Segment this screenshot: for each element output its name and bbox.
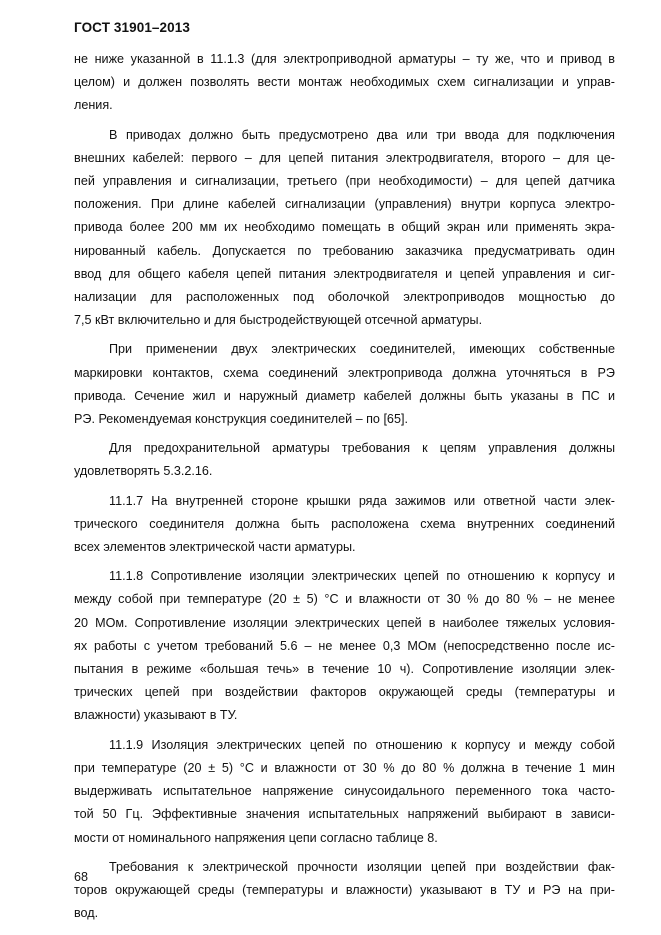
paragraph: [74, 338, 615, 431]
text-line: 11.1.9 Изоляция электрических цепей по отношению к корпусу и между собой: [109, 737, 615, 752]
text-line: мости от номинального напряжения цепи согласно таблице 8.: [74, 830, 438, 845]
text-line: выдерживать испытательное напряжение синусоидального переменного тока часто-: [74, 784, 615, 799]
text-line: торов окружающей среды (температуры и влажности) указывают в ТУ и РЭ на при-: [74, 882, 615, 897]
text-line: ввод для общего кабеля цепей питания электродвигателя и цепей управления и сиг-: [74, 266, 615, 281]
text-line: при температуре (20 ± 5) °С и влажности от 30 % до 80 % должна в течение 1 мин: [74, 760, 615, 775]
paragraph: [74, 565, 615, 727]
text-line: При применении двух электрических соединителей, имеющих собственные: [109, 342, 615, 357]
text-line: пытания в режиме «большая течь» в течение 10 ч). Сопротивление изоляции элек-: [74, 662, 615, 677]
text-line: маркировки контактов, схема соединений электропривода должна уточняться в РЭ: [74, 365, 615, 380]
text-line: 11.1.8 Сопротивление изоляции электрических цепей по отношению к корпусу и: [109, 569, 615, 584]
text-line: между собой при температуре (20 ± 5) °С и влажности от 30 % до 80 % – не менее: [74, 592, 615, 607]
text-line: В приводах должно быть предусмотрено два или три ввода для подключения: [109, 127, 615, 142]
text-line: нированный кабель. Допускается по требованию заказчика предусматривать один: [74, 243, 615, 258]
text-line: внешних кабелей: первого – для цепей питания электродвигателя, второго – для це-: [74, 150, 615, 165]
paragraph: [74, 856, 615, 926]
document-header: ГОСТ 31901–2013: [74, 20, 190, 35]
text-line: положения. При длине кабелей сигнализации (управления) внутри корпуса электро-: [74, 197, 615, 212]
text-line: привода. Сечение жил и наружный диаметр кабелей должны быть указаны в ПС и: [74, 388, 615, 403]
text-line: целом) и должен позволять вести монтаж необходимых схем сигнализации и управ-: [74, 75, 615, 90]
text-line: всех элементов электрической части арматуры.: [74, 540, 356, 555]
text-line: ях работы с учетом требований 5.6 – не менее 0,3 МОм (непосредственно после ис-: [74, 638, 615, 653]
text-line: влажности) указывают в ТУ.: [74, 708, 238, 723]
text-line: той 50 Гц. Эффективные значения испытательных напряжений выбирают в зависи-: [74, 807, 615, 822]
paragraph: [74, 437, 615, 483]
page-number: 68: [74, 870, 89, 884]
text-line: трических цепей при воздействии факторов окружающей среды (температуры и: [74, 685, 615, 700]
document-body: [74, 48, 615, 925]
text-line: пей управления и сигнализации, третьего (при необходимости) – для цепей датчика: [74, 174, 615, 189]
text-line: трического соединителя должна быть расположена схема внутренних соединений: [74, 516, 615, 531]
paragraph: [74, 734, 615, 850]
text-line: ления.: [74, 98, 113, 113]
text-line: 20 МОм. Сопротивление изоляции электрических цепей в наиболее тяжелых условия-: [74, 615, 615, 630]
text-line: Для предохранительной арматуры требования к цепям управления должны: [109, 441, 615, 456]
paragraph: [74, 48, 615, 118]
text-line: вод.: [74, 906, 99, 921]
text-line: Требования к электрической прочности изоляции цепей при воздействии фак-: [109, 859, 615, 874]
paragraph: [74, 490, 615, 560]
text-line: привода более 200 мм их необходимо помещать в общий экран или применять экра-: [74, 220, 615, 235]
paragraph: [74, 124, 615, 333]
text-line: удовлетворять 5.3.2.16.: [74, 464, 213, 479]
text-line: не ниже указанной в 11.1.3 (для электроприводной арматуры – ту же, что и привод в: [74, 52, 615, 66]
text-line: 7,5 кВт включительно и для быстродействующей отсечной арматуры.: [74, 313, 483, 328]
text-line: нализации для расположенных под оболочкой электроприводов мощностью до: [74, 290, 615, 305]
text-line: 11.1.7 На внутренней стороне крышки ряда зажимов или ответной части элек-: [109, 493, 615, 508]
text-line: РЭ. Рекомендуемая конструкция соединителей – по [65].: [74, 412, 408, 427]
